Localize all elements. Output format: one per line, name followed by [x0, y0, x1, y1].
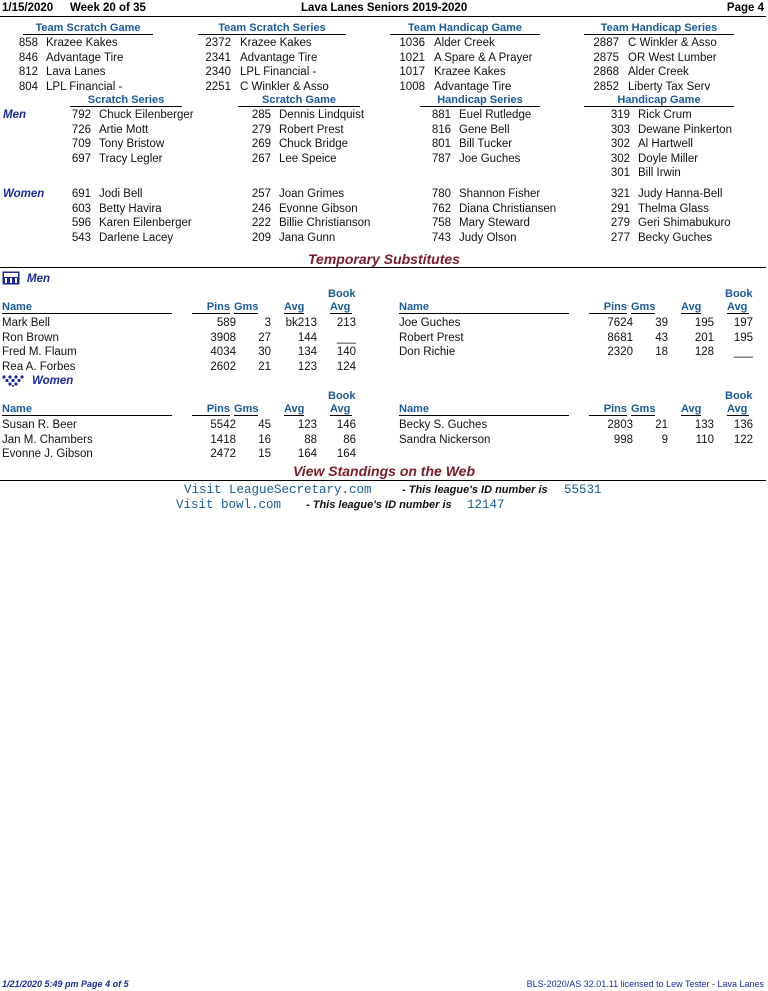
- page-number: Page 4: [726, 2, 764, 14]
- sub-average: 134: [297, 346, 317, 358]
- bowler-name: Jana Gunn: [279, 231, 336, 244]
- bowler-name: Gene Bell: [459, 123, 510, 136]
- bowler-name: Dewane Pinkerton: [638, 123, 732, 136]
- bowler-name: Doyle Miller: [638, 152, 699, 165]
- report-date: 1/15/2020: [2, 2, 54, 14]
- sub-games: 43: [655, 331, 668, 344]
- team-group-header: Team Handicap Series: [584, 22, 734, 35]
- sub-average: 133: [694, 419, 714, 431]
- bowler-name: Betty Havira: [99, 202, 162, 215]
- score-value: 697: [71, 152, 91, 165]
- sub-games: 21: [258, 360, 271, 373]
- score-value: 1036: [399, 37, 425, 49]
- score-value: 801: [431, 138, 451, 150]
- bowler-name: Bill Irwin: [638, 167, 681, 179]
- header-rule: [0, 16, 766, 17]
- sub-name: Susan R. Beer: [2, 419, 77, 431]
- sub-pins: 8681: [607, 331, 633, 344]
- sub-games: 45: [258, 419, 271, 431]
- team-name: Advantage Tire: [434, 80, 512, 93]
- sub-average: 123: [297, 360, 317, 373]
- team-name: Krazee Kakes: [240, 37, 312, 49]
- bowler-name: Tony Bristow: [99, 138, 165, 150]
- score-value: 302: [610, 152, 630, 165]
- bowler-name: Shannon Fisher: [459, 188, 541, 200]
- score-value: 816: [431, 123, 451, 136]
- bowler-name: Bill Tucker: [459, 138, 513, 150]
- women-label: Women: [3, 188, 45, 200]
- col-book-label: Book: [328, 390, 356, 402]
- sub-average: 110: [695, 433, 714, 446]
- team-name: Advantage Tire: [240, 51, 318, 64]
- score-value: 1021: [399, 51, 425, 64]
- col-avg: Avg: [681, 403, 702, 415]
- team-name: Alder Creek: [628, 66, 689, 78]
- sub-name: Don Richie: [399, 346, 456, 358]
- score-value: 1017: [399, 66, 425, 78]
- sub-book-average: 140: [336, 346, 356, 358]
- sub-name: Joe Guches: [399, 317, 461, 329]
- col-pins: Pins: [192, 301, 230, 314]
- score-value: 209: [251, 231, 271, 244]
- pins-icon: [2, 375, 24, 387]
- score-value: 603: [71, 202, 91, 215]
- individual-group-header: Scratch Game: [238, 94, 360, 107]
- score-value: 246: [251, 202, 271, 215]
- bowler-name: Evonne Gibson: [279, 202, 358, 215]
- score-value: 277: [610, 231, 630, 244]
- sub-games: 39: [655, 317, 668, 329]
- bowler-name: Karen Eilenberger: [99, 217, 192, 229]
- sub-book-average: 197: [733, 317, 753, 329]
- sub-book-average: 124: [336, 360, 356, 373]
- leaguesecretary-note: - This league's ID number is: [402, 484, 548, 496]
- col-pins: Pins: [589, 301, 627, 314]
- sub-book-average: ___: [733, 346, 753, 358]
- team-group-header: Team Scratch Game: [23, 22, 153, 35]
- men-label: Men: [3, 109, 26, 121]
- bowler-name: Becky Guches: [638, 231, 713, 244]
- col-book-avg: Avg: [727, 403, 748, 415]
- bowler-name: Lee Speice: [279, 152, 337, 165]
- bowler-name: Robert Prest: [279, 123, 344, 136]
- team-name: Lava Lanes: [46, 66, 106, 78]
- col-book-label: Book: [725, 288, 753, 300]
- subs-women-label: Women: [32, 375, 74, 387]
- col-gms: Gms: [631, 403, 656, 415]
- score-value: 543: [71, 231, 91, 244]
- score-value: 709: [71, 138, 91, 150]
- sub-pins: 3908: [210, 331, 236, 344]
- sub-name: Evonne J. Gibson: [2, 448, 93, 460]
- score-value: 881: [431, 109, 451, 121]
- sub-name: Robert Prest: [399, 331, 464, 344]
- score-value: 1008: [399, 80, 425, 93]
- sub-games: 30: [258, 346, 271, 358]
- col-gms: Gms: [234, 403, 259, 415]
- sub-pins: 589: [216, 317, 236, 329]
- bowl-note: - This league's ID number is: [306, 499, 452, 511]
- team-name: C Winkler & Asso: [628, 37, 717, 49]
- team-name: Krazee Kakes: [434, 66, 506, 78]
- week-label: Week 20 of 35: [70, 2, 146, 14]
- subs-rule: [0, 267, 766, 268]
- score-value: 743: [431, 231, 451, 244]
- sub-average: 195: [694, 317, 714, 329]
- individual-group-header: Scratch Series: [70, 94, 182, 107]
- score-value: 303: [610, 123, 630, 136]
- score-value: 2887: [593, 37, 619, 49]
- score-value: 257: [251, 188, 271, 200]
- score-value: 319: [610, 109, 630, 121]
- sub-average: 144: [297, 331, 317, 344]
- leaguesecretary-id: 55531: [564, 483, 602, 497]
- bowler-name: Billie Christianson: [279, 217, 371, 229]
- league-title: Lava Lanes Seniors 2019-2020: [301, 2, 468, 14]
- score-value: 758: [431, 217, 451, 229]
- bowler-name: Euel Rutledge: [459, 109, 532, 121]
- bowler-name: Judy Olson: [459, 231, 517, 244]
- bowler-name: Thelma Glass: [638, 202, 709, 215]
- sub-average: 164: [297, 448, 317, 460]
- team-name: A Spare & A Prayer: [434, 51, 533, 64]
- sub-book-average: 164: [336, 448, 356, 460]
- leaguesecretary-link[interactable]: Visit LeagueSecretary.com: [184, 483, 372, 497]
- sub-book-average: 136: [733, 419, 753, 431]
- individual-group-header: Handicap Game: [584, 94, 734, 107]
- score-value: 804: [18, 80, 38, 93]
- score-value: 285: [251, 109, 271, 121]
- score-value: 2852: [593, 80, 619, 93]
- col-book-avg: Avg: [330, 301, 351, 313]
- sub-book-average: 146: [336, 419, 356, 431]
- col-avg: Avg: [284, 403, 305, 415]
- sub-name: Fred M. Flaum: [2, 346, 77, 358]
- bowler-name: Joan Grimes: [279, 188, 345, 200]
- score-value: 2251: [205, 80, 231, 93]
- sub-average: bk213: [285, 317, 317, 329]
- sub-book-average: 195: [733, 331, 753, 344]
- col-pins: Pins: [192, 403, 230, 416]
- col-pins: Pins: [589, 403, 627, 416]
- subs-men-label: Men: [27, 273, 50, 285]
- score-value: 792: [71, 109, 91, 121]
- bowler-name: Dennis Lindquist: [279, 109, 365, 121]
- col-gms: Gms: [234, 301, 259, 313]
- score-value: 302: [610, 138, 630, 150]
- bowler-name: Judy Hanna-Bell: [638, 188, 723, 200]
- score-value: 787: [431, 152, 451, 165]
- col-avg: Avg: [284, 301, 305, 313]
- score-value: 726: [71, 123, 91, 136]
- score-value: 812: [18, 66, 38, 78]
- bowler-name: Diana Christiansen: [459, 202, 557, 215]
- bowler-name: Chuck Bridge: [279, 138, 349, 150]
- sub-book-average: 86: [343, 433, 356, 446]
- col-book-avg: Avg: [727, 301, 748, 313]
- sub-pins: 998: [613, 433, 633, 446]
- col-book-avg: Avg: [330, 403, 351, 415]
- team-name: Krazee Kakes: [46, 37, 118, 49]
- score-value: 301: [610, 167, 630, 179]
- col-name: Name: [2, 403, 172, 416]
- sub-games: 16: [258, 433, 271, 446]
- score-value: 2875: [593, 51, 619, 64]
- sub-pins: 7624: [607, 317, 633, 329]
- team-name: Alder Creek: [434, 37, 495, 49]
- web-title: View Standings on the Web: [292, 463, 475, 479]
- sub-average: 201: [694, 331, 714, 344]
- sub-pins: 2602: [210, 360, 236, 373]
- col-book-label: Book: [328, 288, 356, 300]
- col-name: Name: [399, 301, 569, 314]
- col-book-label: Book: [725, 390, 753, 402]
- col-name: Name: [2, 301, 172, 314]
- sub-name: Ron Brown: [2, 331, 59, 344]
- sub-name: Rea A. Forbes: [2, 360, 76, 373]
- score-value: 321: [610, 188, 630, 200]
- bowler-name: Geri Shimabukuro: [638, 217, 731, 229]
- score-value: 2372: [205, 37, 231, 49]
- team-name: LPL Financial -: [46, 80, 123, 93]
- team-name: C Winkler & Asso: [240, 80, 329, 93]
- bowler-name: Jodi Bell: [99, 188, 143, 200]
- score-value: 846: [18, 51, 38, 64]
- sub-pins: 1418: [210, 433, 236, 446]
- bowler-name: Rick Crum: [638, 109, 692, 121]
- score-value: 2868: [593, 66, 619, 78]
- team-name: OR West Lumber: [628, 51, 717, 64]
- bowler-name: Darlene Lacey: [99, 231, 174, 244]
- sub-pins: 4034: [210, 346, 236, 358]
- score-value: 2341: [205, 51, 231, 64]
- sub-pins: 2320: [607, 346, 633, 358]
- score-value: 269: [251, 138, 271, 150]
- sub-games: 18: [655, 346, 668, 358]
- bowl-id: 12147: [467, 498, 505, 512]
- sub-pins: 5542: [210, 419, 236, 431]
- score-value: 691: [71, 188, 91, 200]
- bowler-name: Mary Steward: [459, 217, 530, 229]
- team-name: LPL Financial -: [240, 66, 317, 78]
- web-rule: [0, 480, 766, 481]
- sub-average: 128: [694, 346, 714, 358]
- sub-book-average: ___: [336, 331, 356, 344]
- score-value: 596: [71, 217, 91, 229]
- sub-games: 27: [258, 331, 271, 344]
- score-value: 2340: [205, 66, 231, 78]
- sub-games: 3: [264, 317, 271, 329]
- footer-print-info: 1/21/2020 5:49 pm Page 4 of 5: [2, 979, 129, 989]
- sub-average: 123: [297, 419, 317, 431]
- sub-games: 9: [661, 433, 668, 446]
- sub-pins: 2472: [210, 448, 236, 460]
- sub-name: Sandra Nickerson: [399, 433, 491, 446]
- sub-name: Mark Bell: [2, 317, 50, 329]
- bowl-link[interactable]: Visit bowl.com: [176, 498, 282, 512]
- individual-group-header: Handicap Series: [420, 94, 540, 107]
- bowler-name: Chuck Eilenberger: [99, 109, 194, 121]
- sub-book-average: 122: [733, 433, 753, 446]
- subs-title: Temporary Substitutes: [308, 251, 460, 267]
- sub-games: 21: [655, 419, 668, 431]
- team-group-header: Team Scratch Series: [198, 22, 346, 35]
- team-name: Liberty Tax Serv: [628, 80, 711, 93]
- bowler-name: Al Hartwell: [638, 138, 693, 150]
- bowler-name: Artie Mott: [99, 123, 149, 136]
- score-value: 279: [251, 123, 271, 136]
- score-value: 222: [251, 217, 271, 229]
- sub-games: 15: [258, 448, 271, 460]
- men-icon: [2, 271, 20, 285]
- sub-book-average: 213: [336, 317, 356, 329]
- col-gms: Gms: [631, 301, 656, 313]
- sub-name: Jan M. Chambers: [2, 433, 93, 446]
- sub-name: Becky S. Guches: [399, 419, 488, 431]
- sub-pins: 2803: [607, 419, 633, 431]
- col-name: Name: [399, 403, 569, 416]
- team-name: Advantage Tire: [46, 51, 124, 64]
- score-value: 762: [431, 202, 451, 215]
- score-value: 858: [18, 37, 38, 49]
- footer-license: BLS-2020/AS 32.01.11 licensed to Lew Tester - Lava Lanes: [526, 979, 764, 989]
- team-group-header: Team Handicap Game: [390, 22, 540, 35]
- bowler-name: Joe Guches: [459, 152, 521, 165]
- bowler-name: Tracy Legler: [99, 152, 163, 165]
- score-value: 267: [251, 152, 271, 165]
- score-value: 291: [610, 202, 630, 215]
- col-avg: Avg: [681, 301, 702, 313]
- sub-average: 88: [304, 433, 317, 446]
- score-value: 780: [431, 188, 451, 200]
- score-value: 279: [610, 217, 630, 229]
